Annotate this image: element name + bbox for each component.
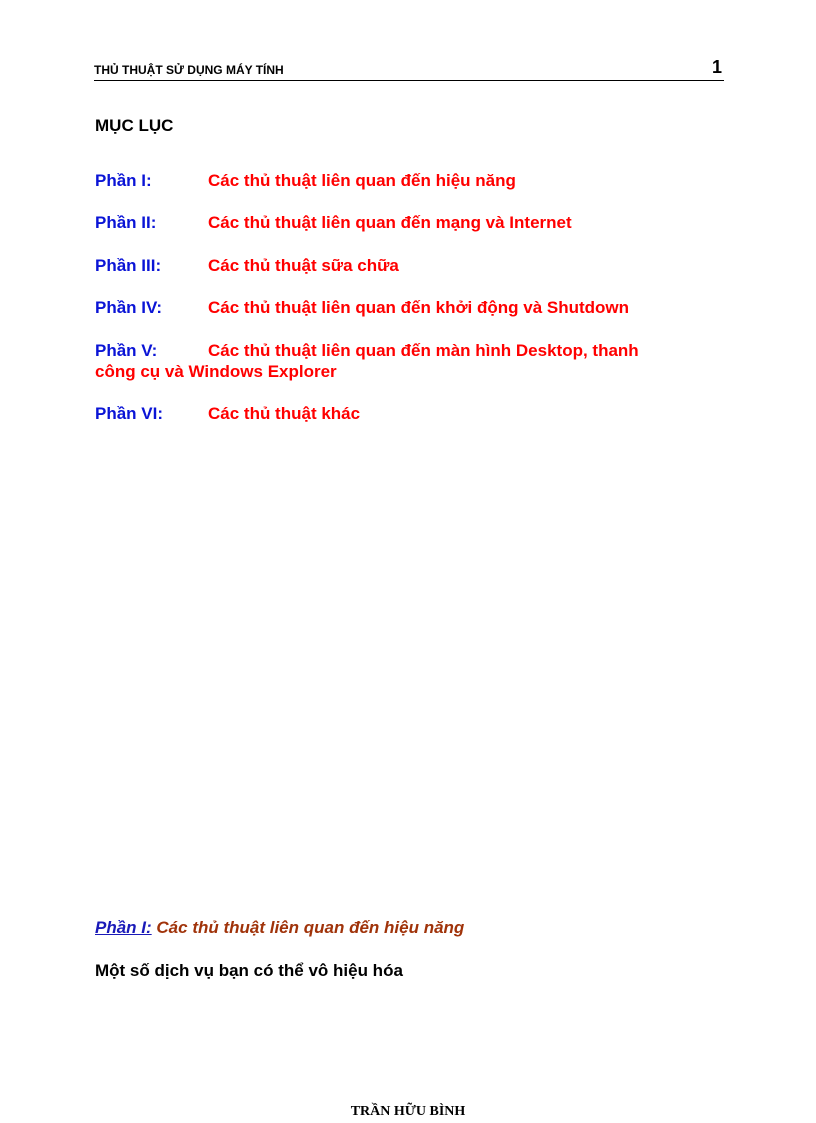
header-title: THỦ THUẬT SỬ DỤNG MÁY TÍNH [94,63,284,77]
section-subheading: Một số dịch vụ bạn có thể vô hiệu hóa [95,961,403,980]
toc-item-title: Các thủ thuật liên quan đến màn hình Desktop, thanh [208,341,639,360]
toc-item-title-continued: công cụ và Windows Explorer [95,362,337,381]
toc-item[interactable] [95,340,725,382]
toc-item[interactable] [95,297,725,318]
toc-item-label: Phần III: [95,256,162,275]
section-label-link[interactable]: Phần I: [95,918,152,937]
section-heading [95,918,464,938]
toc-item-label: Phần VI: [95,404,164,423]
toc-heading: MỤC LỤC [95,116,174,135]
toc-item[interactable] [95,255,725,276]
page-number: 1 [711,57,722,77]
toc-item-title: Các thủ thuật sữa chữa [208,256,399,275]
toc-item[interactable] [95,170,725,191]
toc-item-title: Các thủ thuật khác [208,404,361,423]
toc-item[interactable] [95,212,725,233]
toc-item-label: Phần I: [95,171,152,190]
toc-item-label: Phần IV: [95,298,163,317]
toc-item-title: Các thủ thuật liên quan đến mạng và Internet [208,213,572,232]
section-title: Các thủ thuật liên quan đến hiệu năng [156,918,465,937]
toc-item-title: Các thủ thuật liên quan đến hiệu năng [208,171,516,190]
footer-author: TRẦN HỮU BÌNH [350,1104,466,1119]
toc-item-label: Phần II: [95,213,157,232]
page-header [94,58,724,81]
toc-item[interactable] [95,403,725,424]
toc-item-label: Phần V: [95,341,158,360]
toc-item-title: Các thủ thuật liên quan đến khởi động và Shutdown [208,298,630,317]
